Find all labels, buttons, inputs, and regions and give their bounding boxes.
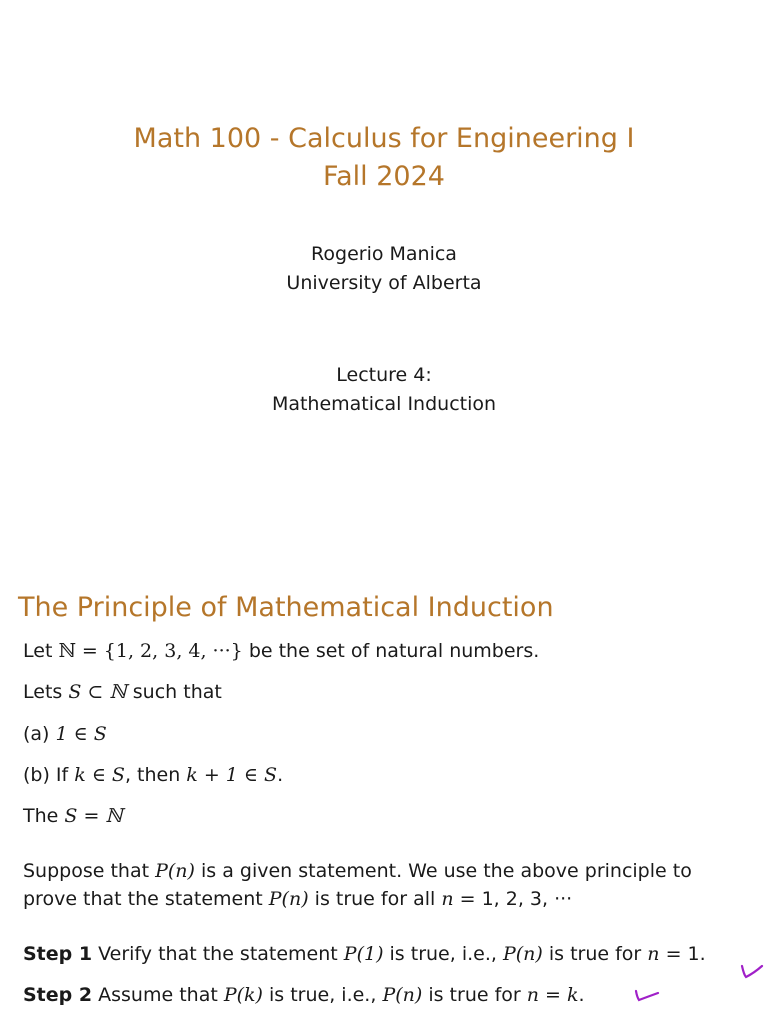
term-line: Fall 2024 bbox=[323, 161, 445, 192]
course-line: Math 100 - Calculus for Engineering I bbox=[133, 123, 635, 154]
step-2: Step 2 Assume that P(k) is true, i.e., P(n) is true for n = k. bbox=[23, 984, 585, 1006]
paragraph-line-1: Suppose that P(n) is a given statement. We use the above principle to bbox=[23, 860, 692, 882]
lecture-topic: Mathematical Induction bbox=[271, 393, 497, 415]
lecture-block bbox=[0, 361, 768, 419]
step-2-label: Step 2 bbox=[23, 984, 93, 1006]
step-1-label: Step 1 bbox=[23, 943, 93, 965]
subset-expr: S ⊂ ℕ bbox=[68, 681, 127, 703]
paragraph-line-2: prove that the statement P(n) is true for all n = 1, 2, 3, ··· bbox=[23, 888, 573, 910]
author-block bbox=[0, 240, 768, 298]
natural-numbers-set: ℕ = {1, 2, 3, 4, ···} bbox=[58, 640, 243, 662]
conclusion-line: The S = ℕ bbox=[23, 805, 123, 827]
institution: University of Alberta bbox=[286, 272, 482, 294]
frame-title: The Principle of Mathematical Induction bbox=[18, 592, 554, 623]
course-title bbox=[0, 120, 768, 196]
step-1: Step 1 Verify that the statement P(1) is true, i.e., P(n) is true for n = 1. bbox=[23, 943, 706, 965]
condition-b: (b) If k ∈ S, then k + 1 ∈ S. bbox=[23, 764, 284, 786]
condition-a: (a) 1 ∈ S bbox=[23, 723, 107, 745]
lecture-number: Lecture 4: bbox=[336, 364, 432, 386]
natural-numbers-line: Let ℕ = {1, 2, 3, 4, ···} be the set of natural numbers. bbox=[23, 640, 540, 662]
author-name: Rogerio Manica bbox=[311, 243, 457, 265]
checkmark-step2-icon bbox=[632, 987, 662, 1005]
checkmark-step1-icon bbox=[738, 960, 766, 982]
subset-line: Lets S ⊂ ℕ such that bbox=[23, 681, 222, 703]
